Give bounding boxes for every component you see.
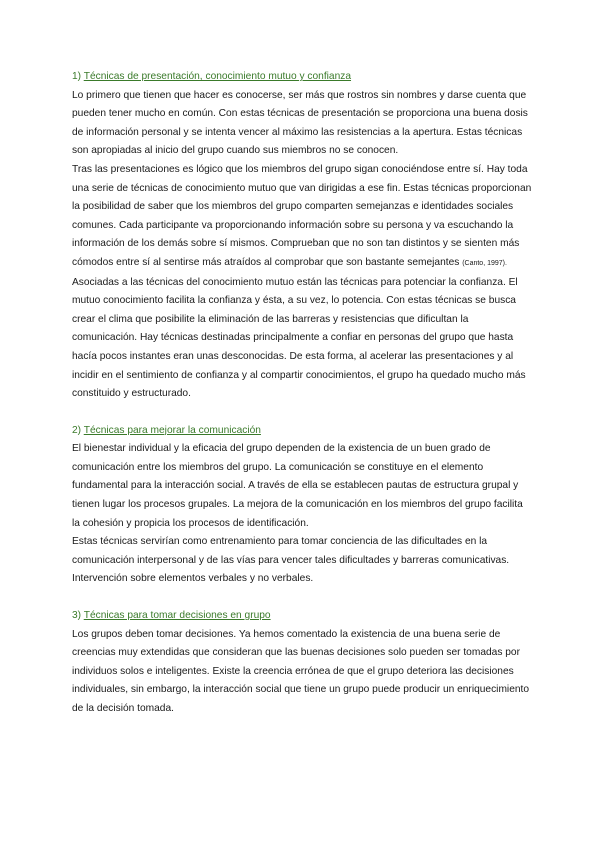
section-title: Técnicas para tomar decisiones en grupo <box>83 610 271 622</box>
section-title: Técnicas para mejorar la comunicación <box>83 424 261 436</box>
paragraph: Lo primero que tienen que hacer es conocerse, ser más que rostros sin nombres y darse cuenta que pueden tener mucho en común. Con estas técnicas de presentación se proporciona una buena dosis de información personal y se intenta vencer al máximo las resistencias a la apertura. Estas técnicas son apropiadas al inicio del grupo cuando sus miembros no se conocen. <box>72 89 528 157</box>
section-number: 1) <box>72 71 82 82</box>
citation: (Canto, 1997). <box>462 259 507 267</box>
section-communication-techniques <box>72 422 532 589</box>
section-heading <box>72 422 532 441</box>
paragraph: El bienestar individual y la eficacia del grupo dependen de la existencia de un buen grado de comunicación entre los miembros del grupo. La comunicación se constituye en el elemento fundamental para la interacción social. A través de ella se establecen pautas de estructura grupal y tienen lugar los procesos grupales. La mejora de la comunicación en los miembros del grupo facilita la cohesión y propicia los procesos de identificación. <box>72 443 523 529</box>
section-presentation-techniques <box>72 68 532 404</box>
section-number: 3) <box>72 610 82 622</box>
paragraph: Los grupos deben tomar decisiones. Ya hemos comentado la existencia de una buena serie de creencias muy extendidas que consideran que las buenas decisiones solo pueden ser tomadas por individuos solos e inteligentes. Existe la creencia errónea de que el grupo deteriora las decisiones individuales, sin embargo, la interacción social que tiene un grupo puede producir un enriquecimiento de la decisión tomada. <box>72 628 530 714</box>
paragraph: Estas técnicas servirían como entrenamiento para tomar conciencia de las dificultades en la comunicación interpersonal y de las vías para vencer tales dificultades y barreras comunicativas. Intervención sobre elementos verbales y no verbales. <box>72 536 510 585</box>
paragraph-text: Tras las presentaciones es lógico que los miembros del grupo sigan conociéndose entre sí. Hay toda una serie de técnicas de conocimiento mutuo que van dirigidas a ese fin. Estas técnicas proporcionan la posibilidad de saber que los miembros del grupo comparten semejanzas e identidades sociales comunes. Cada participante va proporcionando información sobre su persona y va escuchando la información de los demás sobre sí mismos. Comprueban que no son tan distintos y se sienten más cómodos entre sí al sentirse más atraídos al comprobar que son bastante semejantes <box>72 163 532 268</box>
section-heading <box>72 68 532 87</box>
section-decision-techniques <box>72 607 532 719</box>
paragraph <box>72 161 532 274</box>
section-title: Técnicas de presentación, conocimiento mutuo y confianza <box>83 71 352 82</box>
section-heading <box>72 607 532 626</box>
section-number: 2) <box>72 424 82 436</box>
document-page <box>72 68 532 719</box>
paragraph: Asociadas a las técnicas del conocimiento mutuo están las técnicas para potenciar la confianza. El mutuo conocimiento facilita la confianza y ésta, a su vez, lo potencia. Con estas técnicas se busca crear el clima que posibilite la eliminación de las barreras y resistencias que dificultan la comunicación. Hay técnicas destinadas principalmente a confiar en personas del grupo que hasta hacía pocos instantes eran unas desconocidas. De esta forma, al acelerar las presentaciones y al incidir en el sentimiento de confianza y al compartir conocimientos, el grupo ha quedado mucho más constituido y estructurado. <box>72 276 526 400</box>
